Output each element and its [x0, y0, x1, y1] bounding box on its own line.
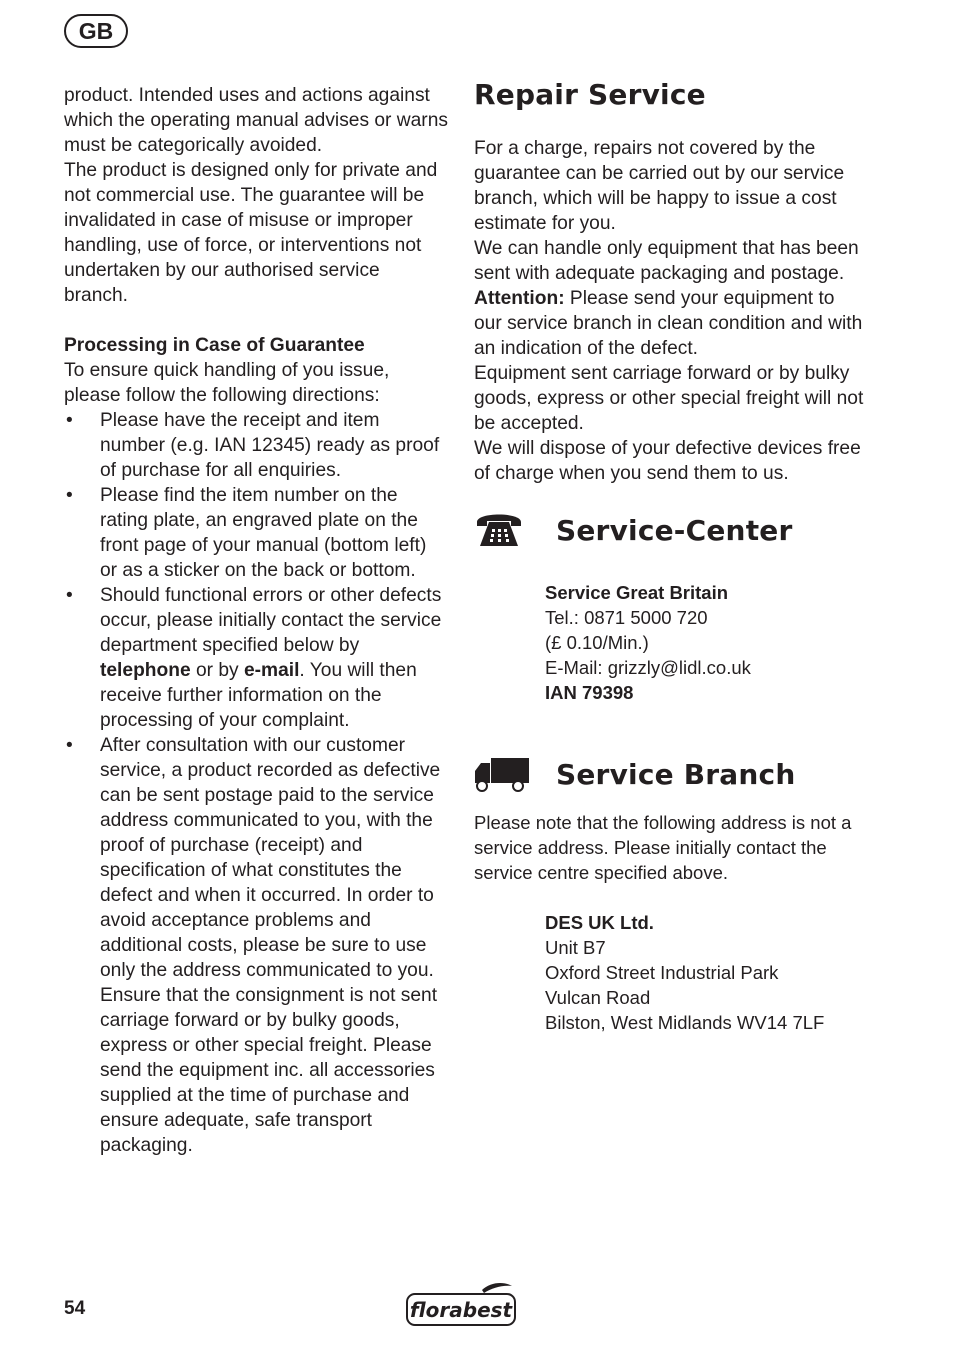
repair-paragraph: Attention: Please send your equipment to our service branch in clean condition and with an indication of the defect.	[474, 288, 863, 359]
repair-paragraph: We can handle only equipment that has been sent with adequate packaging and postage.	[474, 238, 859, 284]
branch-company: DES UK Ltd.	[545, 912, 654, 933]
left-column	[64, 83, 448, 1158]
right-column	[474, 78, 864, 1035]
service-center-phone: Tel.: 0871 5000 720	[545, 607, 708, 628]
intro-paragraph: The product is designed only for private and not commercial use. The guarantee will be invalidated in case of misuse or improper handling, use of force, or interventions not undertaken by our authorised service branch.	[64, 160, 438, 306]
list-item-text: Please have the receipt and item number (e.g. IAN 12345) ready as proof of purchase for all enquiries.	[100, 410, 440, 481]
logo-text: florabest	[409, 1298, 513, 1322]
bullet-symbol: •	[66, 585, 73, 606]
repair-service-heading: Repair Service	[474, 78, 706, 111]
service-branch-heading: Service Branch	[556, 758, 796, 791]
repair-paragraph: We will dispose of your defective devices free of charge when you send them to us.	[474, 438, 861, 484]
page-number: 54	[64, 1298, 86, 1319]
service-center-email: E-Mail: grizzly@lidl.co.uk	[545, 657, 751, 678]
address-line: Oxford Street Industrial Park	[545, 962, 779, 983]
list-item	[64, 583, 448, 733]
florabest-logo	[404, 1282, 518, 1328]
telephone-emphasis: telephone	[100, 660, 191, 681]
telephone-icon	[474, 508, 524, 548]
address-line: Bilston, West Midlands WV14 7LF	[545, 1012, 825, 1033]
list-item-text: Please find the item number on the rating plate, an engraved plate on the front page of your manual (bottom left) or as a sticker on the back or bottom.	[100, 485, 427, 581]
service-center-rate: (£ 0.10/Min.)	[545, 632, 649, 653]
service-branch-note: Please note that the following address is not a service address. Please initially contact the service centre specified above.	[474, 812, 852, 883]
email-emphasis: e-mail	[243, 660, 300, 681]
service-center-header	[474, 508, 864, 558]
address-line: Unit B7	[545, 937, 606, 958]
list-item	[64, 408, 448, 483]
repair-paragraph: Equipment sent carriage forward or by bulky goods, express or other special freight will not be accepted.	[474, 363, 864, 434]
truck-icon	[474, 758, 530, 792]
guarantee-directions-list	[64, 408, 448, 1158]
service-center-name: Service Great Britain	[545, 582, 729, 603]
processing-heading: Processing in Case of Guarantee	[64, 335, 365, 356]
country-badge: GB	[64, 14, 128, 48]
service-branch-header	[474, 752, 864, 802]
repair-paragraph: For a charge, repairs not covered by the guarantee can be carried out by our service branch, which will be happy to issue a cost estimate for you.	[474, 138, 845, 234]
intro-paragraph: product. Intended uses and actions against which the operating manual advises or warns must be categorically avoided.	[64, 85, 448, 156]
service-center-heading: Service-Center	[556, 514, 793, 547]
service-center-contact	[474, 580, 864, 705]
list-item-text: Should functional errors or other defects occur, please initially contact the service department specified below by telephone or by e-mail. You will then receive further information on the processing of your complaint.	[100, 585, 442, 731]
list-item	[64, 483, 448, 583]
service-center-ian: IAN 79398	[545, 682, 634, 703]
address-line: Vulcan Road	[545, 987, 651, 1008]
service-branch-address	[474, 910, 864, 1035]
list-item-text: After consultation with our customer service, a product recorded as defective can be sent postage paid to the service address communicated to you, with the proof of purchase (receipt) and specification of what constitutes the defect and when it occurred. In order to avoid acceptance problems and additional costs, please be sure to use only the address communicated to you. Ensure that the consignment is not sent carriage forward or by bulky goods, express or other special freight. Please send the equipment inc. all accessories supplied at the time of purchase and ensure adequate, safe transport packaging.	[100, 735, 441, 1156]
processing-intro: To ensure quick handling of you issue, please follow the following directions:	[64, 360, 390, 406]
bullet-symbol: •	[66, 410, 73, 431]
attention-label: Attention:	[474, 288, 565, 309]
bullet-symbol: •	[66, 735, 73, 756]
bullet-symbol: •	[66, 485, 73, 506]
list-item	[64, 733, 448, 1158]
